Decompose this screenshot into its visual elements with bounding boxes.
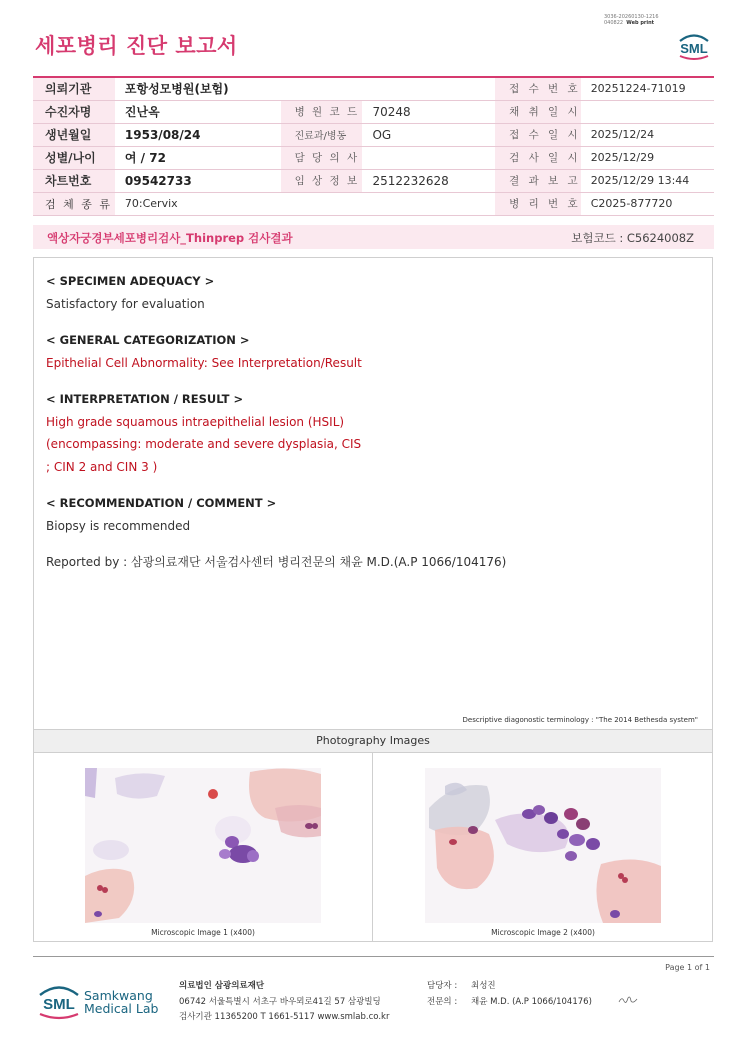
pathology-no-value: C2025-877720 [581, 192, 714, 215]
dept-label: 진료과/병동 [281, 123, 363, 146]
collect-date-value [581, 100, 714, 123]
reported-by: Reported by : 삼광의료재단 서울검사센터 병리전문의 채윤 M.D.(A.P 1066/104176) [46, 555, 507, 569]
page-number: Page 1 of 1 [665, 963, 710, 972]
image-2-caption: Microscopic Image 2 (x400) [491, 928, 595, 937]
interpretation-line-1: High grade squamous intraepithelial lesion (HSIL) [46, 414, 345, 429]
report-date-label: 결 과 보 고 [495, 169, 581, 192]
interpretation-line-3: ; CIN 2 and CIN 3 ) [46, 459, 158, 474]
test-name-bar [33, 225, 714, 249]
patient-name-label: 수진자명 [33, 100, 115, 123]
document-code: 3036-20260130-1216 [604, 14, 659, 20]
microscopic-image-2 [425, 768, 661, 923]
interpretation-heading: < INTERPRETATION / RESULT > [46, 392, 244, 406]
doctor-label: 담 당 의 사 [281, 146, 363, 169]
receipt-date-value: 2025/12/24 [581, 123, 714, 146]
category-text: Epithelial Cell Abnormality: See Interpretation/Result [46, 355, 362, 370]
patient-info-table [33, 76, 714, 216]
exam-date-label: 검 사 일 시 [495, 146, 581, 169]
image-1-caption: Microscopic Image 1 (x400) [151, 928, 255, 937]
specimen-value: 70:Cervix [115, 192, 495, 215]
hospital-code-label: 병 원 코 드 [281, 100, 363, 123]
organization-contact: 검사기관 11365200 T 1661-5117 www.smlab.co.kr [179, 1012, 390, 1022]
signature-icon [618, 993, 638, 1007]
collect-date-label: 채 취 일 시 [495, 100, 581, 123]
receipt-no-value: 20251224-71019 [581, 77, 714, 100]
patient-name-value: 진난옥 [115, 100, 281, 123]
organization-name: 의료법인 삼광의료재단 [179, 981, 265, 991]
clinical-info-label: 임 상 정 보 [281, 169, 363, 192]
specimen-label: 검 체 종 류 [33, 192, 115, 215]
doctor-value [362, 146, 495, 169]
sml-logo-icon [36, 980, 82, 1020]
microscopic-image-1 [85, 768, 321, 923]
clinical-info-value: 2512232628 [362, 169, 495, 192]
logo-text: SML [43, 996, 75, 1013]
result-content [46, 270, 696, 574]
photography-header: Photography Images [34, 729, 712, 753]
document-meta [604, 14, 684, 26]
adequacy-text: Satisfactory for evaluation [46, 296, 205, 311]
recommendation-text: Biopsy is recommended [46, 518, 191, 533]
info-row [33, 169, 714, 192]
footer-persons [427, 979, 592, 1010]
specialist-row [427, 995, 592, 1011]
receipt-no-label: 접 수 번 호 [495, 77, 581, 100]
manager-name: 최성진 [471, 981, 496, 991]
dept-value: OG [362, 123, 495, 146]
lab-name-line-1: Samkwang [84, 988, 153, 1003]
category-heading: < GENERAL CATEGORIZATION > [46, 333, 250, 347]
footer-organization [179, 979, 389, 1026]
insurance-code: 보험코드 : C5624008Z [571, 231, 694, 245]
specialist-name: 채윤 M.D. (A.P 1066/104176) [471, 996, 592, 1007]
report-date-value: 2025/12/29 13:44 [581, 169, 714, 192]
exam-date-value: 2025/12/29 [581, 146, 714, 169]
specialist-label: 전문의 : [427, 996, 458, 1007]
manager-row [427, 979, 592, 995]
recommendation-heading: < RECOMMENDATION / COMMENT > [46, 496, 277, 510]
organization-address: 06742 서울특별시 서초구 바우뫼로41길 57 삼광빌딩 [179, 996, 381, 1007]
info-row [33, 146, 714, 169]
manager-label: 담당자 : [427, 981, 458, 991]
sex-age-label: 성별/나이 [33, 146, 115, 169]
info-row [33, 123, 714, 146]
hospital-code-value: 70248 [362, 100, 495, 123]
photo-divider [372, 753, 373, 941]
birth-label: 생년월일 [33, 123, 115, 146]
test-name: 액상자궁경부세포병리검사_Thinprep 검사결과 [47, 231, 293, 245]
result-box [33, 257, 713, 942]
terminology-note: Descriptive diagonostic terminology : "The 2014 Bethesda system" [462, 716, 698, 724]
adequacy-heading: < SPECIMEN ADEQUACY > [46, 274, 215, 288]
receipt-date-label: 접 수 일 시 [495, 123, 581, 146]
info-row [33, 100, 714, 123]
pathology-no-label: 병 리 번 호 [495, 192, 581, 215]
chart-no-label: 차트번호 [33, 169, 115, 192]
chart-no-value: 09542733 [115, 169, 281, 192]
info-row [33, 77, 714, 100]
document-code-2: 040822 Web print [604, 20, 655, 26]
sml-logo-icon [674, 28, 714, 62]
lab-name [84, 989, 158, 1015]
birth-value: 1953/08/24 [115, 123, 281, 146]
footer-divider [33, 956, 714, 957]
report-title: 세포병리 진단 보고서 [35, 34, 238, 58]
requesting-org-label: 의뢰기관 [33, 77, 115, 100]
lab-name-line-2: Medical Lab [84, 1001, 159, 1016]
interpretation-line-2: (encompassing: moderate and severe dysplasia, CIS [46, 437, 362, 451]
requesting-org-value: 포항성모병원(보험) [115, 77, 495, 100]
logo-text: SML [680, 41, 708, 56]
info-row [33, 192, 714, 215]
sex-age-value: 여 / 72 [115, 146, 281, 169]
